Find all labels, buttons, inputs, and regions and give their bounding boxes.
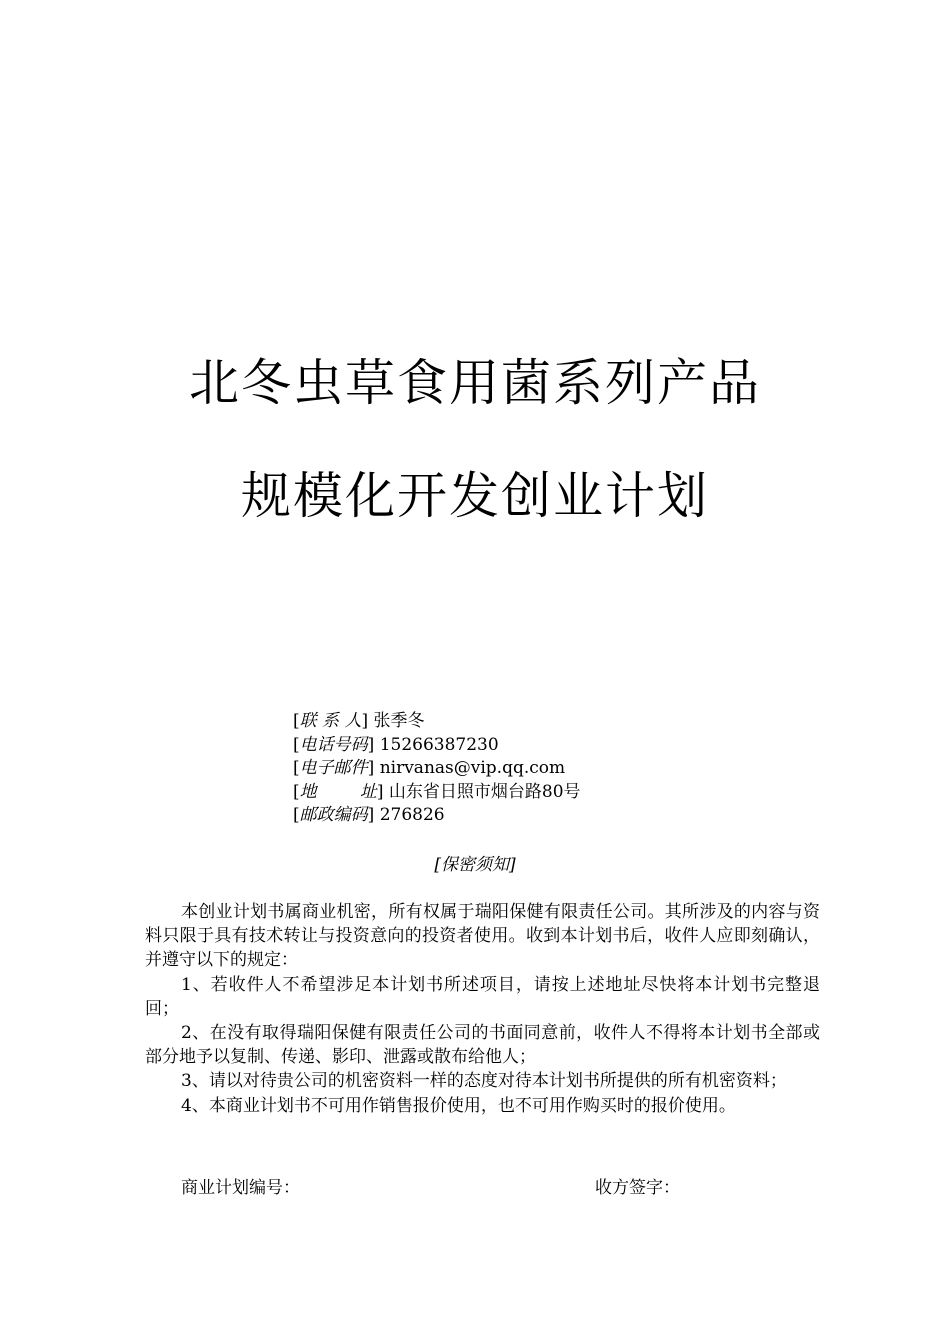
- document-title-line-2: 规模化开发创业计划: [241, 467, 709, 525]
- notice-rule-1: 1、若收件人不希望涉足本计划书所述项目，请按上述地址尽快将本计划书完整退回；: [145, 974, 820, 1019]
- address-row: [地 址] 山东省日照市烟台路80号: [293, 781, 581, 802]
- signature-label: 收方签字：: [595, 1178, 680, 1198]
- document-title-line-1: 北冬虫草食用菌系列产品: [189, 354, 761, 412]
- notice-rule-2: 2、在没有取得瑞阳保健有限责任公司的书面同意前，收件人不得将本计划书全部或部分地予以复制、传递、影印、泄露或散布给他人；: [145, 1023, 820, 1068]
- plan-number-label: 商业计划编号：: [181, 1178, 300, 1198]
- contact-person-row: [联 系 人] 张季冬: [293, 711, 425, 731]
- notice-rule-3: 3、请以对待贵公司的机密资料一样的态度对待本计划书所提供的所有机密资料；: [181, 1071, 787, 1092]
- confidentiality-notice-title: [保密须知]: [434, 855, 516, 875]
- phone-value: 15266387230: [379, 734, 499, 755]
- address-value: 山东省日照市烟台路80号: [388, 781, 581, 802]
- postal-code-label: 邮政编码: [299, 805, 368, 825]
- phone-row: [电话号码] 15266387230: [293, 734, 499, 755]
- email-label: 电子邮件: [299, 758, 368, 778]
- email-value: nirvanas@vip.qq.com: [379, 758, 566, 778]
- email-row: [电子邮件] nirvanas@vip.qq.com: [293, 758, 566, 778]
- contact-person-label: 联 系 人: [299, 711, 362, 731]
- contact-person-value: 张季冬: [373, 711, 425, 731]
- postal-code-row: [邮政编码] 276826: [293, 805, 445, 825]
- notice-intro-paragraph: 本创业计划书属商业机密，所有权属于瑞阳保健有限责任公司。其所涉及的内容与资料只限于具有技术转让与投资意向的投资者使用。收到本计划书后，收件人应即刻确认，并遵守以下的规定：: [145, 902, 820, 971]
- postal-code-value: 276826: [379, 805, 445, 825]
- contact-block: [293, 710, 581, 828]
- phone-label: 电话号码: [299, 734, 368, 755]
- notice-rule-4: 4、本商业计划书不可用作销售报价使用，也不可用作购买时的报价使用。: [181, 1095, 736, 1116]
- address-label: 地 址: [299, 781, 377, 802]
- confidentiality-notice-body: [145, 900, 820, 1118]
